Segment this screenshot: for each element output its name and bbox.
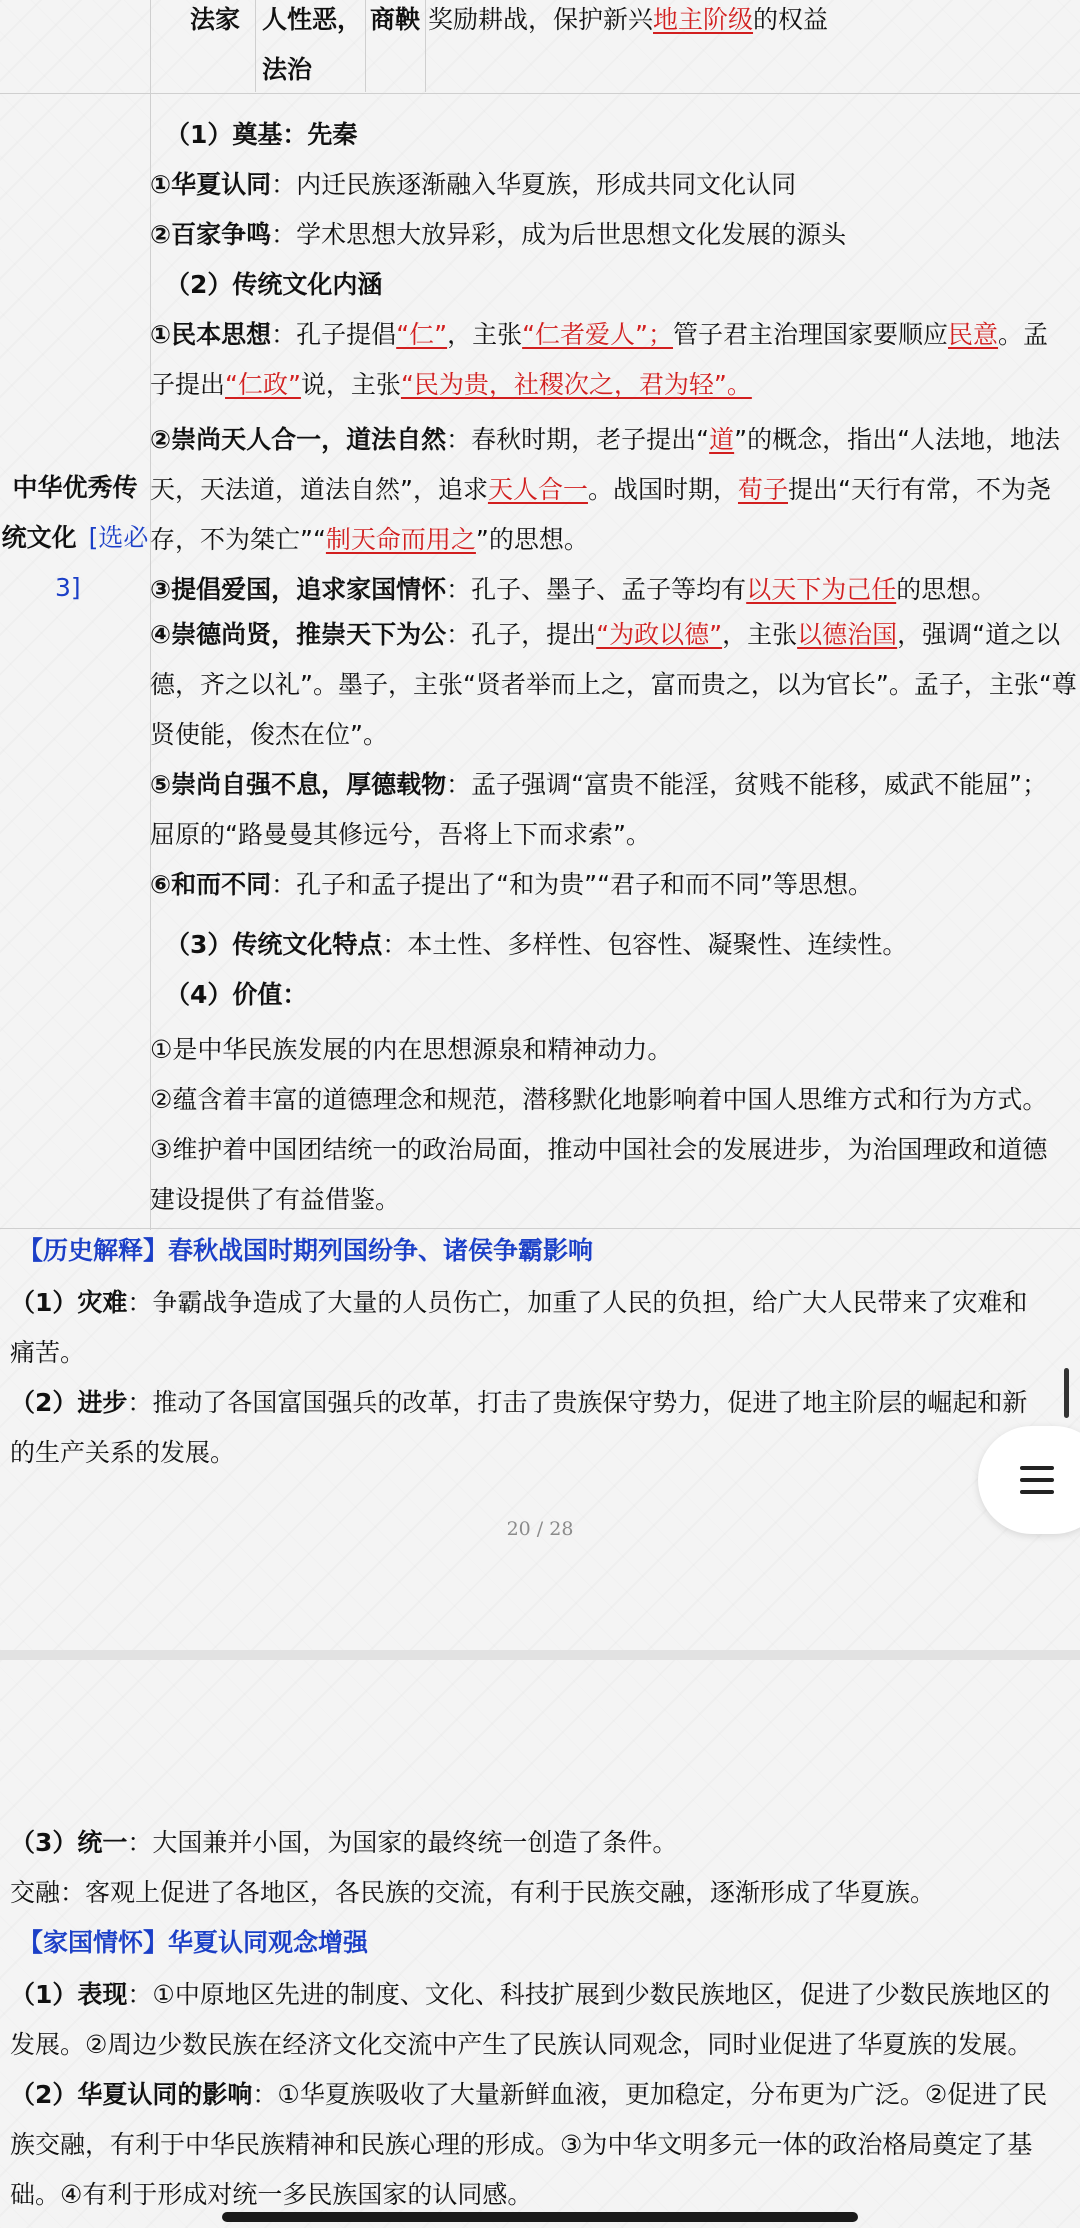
- item-heading: ⑤崇尚自强不息，厚德载物: [150, 770, 447, 799]
- text: 管子君主治理国家要顺应: [673, 320, 949, 349]
- highlight: 以天下为己任: [746, 575, 897, 604]
- text: ：孔子和孟子提出了“和为贵”“君子和而不同”等思想。: [271, 870, 873, 899]
- highlight: “仁”: [396, 320, 448, 349]
- policy-highlight: 地主阶级: [653, 5, 754, 34]
- text: ：孔子，提出: [446, 620, 597, 649]
- section-label-line-2: 统文化: [1, 523, 77, 552]
- text: 的思想。: [896, 575, 997, 604]
- idea-line-1: 人性恶，: [262, 5, 363, 34]
- text: ：大国兼并小国，为国家的最终统一创造了条件。: [127, 1828, 678, 1857]
- text: 。孟: [998, 320, 1049, 349]
- item-heading: （3）传统文化特点: [165, 930, 383, 959]
- paragraph-line: 的生产关系的发展。: [10, 1438, 236, 1467]
- home-indicator[interactable]: [222, 2212, 858, 2222]
- patriotism-section-title: 【家国情怀】华夏认同观念增强: [18, 1928, 369, 1957]
- table-cell-idea: [262, 2, 362, 88]
- list-item: [150, 160, 1075, 209]
- text: ：本土性、多样性、包容性、凝聚性、连续性。: [382, 930, 908, 959]
- item-heading: ④崇德尚贤，推崇天下为公: [150, 620, 447, 649]
- section-label-line-1: 中华优秀传: [12, 473, 138, 502]
- page-number: 20 / 28: [506, 1518, 574, 1540]
- table-cell-person: 商鞅: [370, 5, 421, 34]
- scrollbar-thumb[interactable]: [1064, 1368, 1069, 1418]
- item-heading: （1）灾难: [10, 1288, 128, 1317]
- heading-connotation: （2）传统文化内涵: [165, 270, 383, 299]
- menu-button[interactable]: [978, 1426, 1080, 1534]
- paragraph-line: 贤使能，俊杰在位”。: [150, 720, 388, 749]
- paragraph-line: [10, 1818, 1070, 1868]
- hamburger-icon: [1020, 1466, 1054, 1470]
- paragraph-line: 交融：客观上促进了各地区，各民族的交流，有利于民族交融，逐渐形成了华夏族。: [10, 1878, 936, 1907]
- item-heading: ①民本思想: [150, 320, 272, 349]
- highlight: 荀子: [737, 475, 788, 504]
- list-item: [150, 210, 1075, 259]
- paragraph-line: [150, 610, 1075, 659]
- text: ：①华夏族吸收了大量新鲜血液，更加稳定，分布更为广泛。②促进了民: [252, 2080, 1048, 2109]
- paragraph-line: 发展。②周边少数民族在经济文化交流中产生了民族认同观念，同时业促进了华夏族的发展。: [10, 2030, 1033, 2059]
- heading-foundation: （1）奠基：先秦: [165, 120, 358, 149]
- text: 子提出: [150, 370, 226, 399]
- text: ：①中原地区先进的制度、文化、科技扩展到少数民族地区，促进了少数民族地区的: [127, 1980, 1050, 2009]
- paragraph-line: [150, 860, 1075, 909]
- highlight: “仁者爱人”；: [522, 320, 674, 349]
- text: ：争霸战争造成了大量的人员伤亡，加重了人民的负担，给广大人民带来了灾难和: [127, 1288, 1028, 1317]
- hamburger-icon-bar: [1020, 1490, 1054, 1494]
- highlight: 天人合一: [487, 475, 588, 504]
- text: ”的思想。: [475, 525, 589, 554]
- table-cell-policy: [428, 2, 828, 38]
- text: 。战国时期，: [587, 475, 738, 504]
- paragraph-line: [150, 465, 1075, 514]
- hamburger-icon-bar: [1020, 1478, 1054, 1482]
- highlight: 道: [709, 425, 735, 454]
- paragraph-line: [10, 1970, 1070, 2020]
- textbook-tag: [选必: [88, 523, 149, 552]
- highlight: 制天命而用之: [325, 525, 476, 554]
- paragraph-line: ②蕴含着丰富的道德理念和规范，潜移默化地影响着中国人思维方式和行为方式。: [150, 1085, 1048, 1114]
- policy-text: 奖励耕战，保护新兴: [428, 5, 654, 34]
- heading-value: （4）价值：: [165, 980, 308, 1009]
- paragraph-line: 德，齐之以礼”。墨子，主张“贤者举而上之，富而贵之，以为官长”。孟子，主张“尊: [150, 670, 1077, 699]
- paragraph-line: [150, 515, 1075, 564]
- text: ，主张: [447, 320, 523, 349]
- paragraph-line: [150, 760, 1075, 809]
- text: 存，不为桀亡”“: [150, 525, 326, 554]
- paragraph-line: [150, 310, 1075, 359]
- paragraph-line: [150, 360, 1075, 409]
- highlight: 以德治国: [797, 620, 898, 649]
- text: 提出“天行有常，不为尧: [788, 475, 1051, 504]
- item-heading: （2）华夏认同的影响: [10, 2080, 253, 2109]
- item-heading: ②百家争鸣: [150, 220, 272, 249]
- paragraph-line: 屈原的“路曼曼其修远兮，吾将上下而求索”。: [150, 820, 651, 849]
- paragraph-line: [10, 1278, 1070, 1328]
- text: ：孟子强调“富贵不能淫，贫贱不能移，威武不能屈”；: [446, 770, 1048, 799]
- item-heading: （2）进步: [10, 1388, 128, 1417]
- text: 天，天法道，道法自然”，追求: [150, 475, 488, 504]
- text: ：孔子提倡: [271, 320, 397, 349]
- paragraph-line: [150, 565, 1075, 614]
- text: 说，主张: [300, 370, 401, 399]
- highlight: 民意: [948, 320, 999, 349]
- paragraph-line: 族交融，有利于中华民族精神和民族心理的形成。③为中华文明多元一体的政治格局奠定了基: [10, 2130, 1033, 2159]
- table-row-divider: [0, 93, 1080, 94]
- item-heading: （3）统一: [10, 1828, 128, 1857]
- paragraph-line: 础。④有利于形成对统一多民族国家的认同感。: [10, 2180, 533, 2209]
- highlight: “民为贵，社稷次之，君为轻”。: [400, 370, 752, 399]
- text: ，强调“道之以: [897, 620, 1061, 649]
- item-heading: （1）表现: [10, 1980, 128, 2009]
- table-cell-school: 法家: [190, 5, 241, 34]
- section-label: [0, 463, 150, 613]
- paragraph-line: 建设提供了有益借鉴。: [150, 1185, 401, 1214]
- item-text: ：学术思想大放异彩，成为后世思想文化发展的源头: [271, 220, 847, 249]
- paragraph-line: 痛苦。: [10, 1338, 86, 1367]
- textbook-tag-2: 3]: [55, 573, 81, 602]
- history-section-title: 【历史解释】春秋战国时期列国纷争、诸侯争霸影响: [18, 1236, 594, 1265]
- text: ：推动了各国富国强兵的改革，打击了贵族保守势力，促进了地主阶层的崛起和新: [127, 1388, 1028, 1417]
- item-text: ：内迁民族逐渐融入华夏族，形成共同文化认同: [271, 170, 797, 199]
- table-column-divider: [255, 0, 256, 92]
- paragraph-line: [150, 415, 1075, 464]
- table-column-divider: [365, 0, 366, 92]
- paragraph-line: ①是中华民族发展的内在思想源泉和精神动力。: [150, 1035, 673, 1064]
- item-heading: ①华夏认同: [150, 170, 272, 199]
- policy-text-end: 的权益: [753, 5, 829, 34]
- idea-line-2: 法治: [262, 55, 313, 84]
- page-separator: [0, 1650, 1080, 1660]
- text: ：孔子、墨子、孟子等均有: [446, 575, 747, 604]
- text: ：春秋时期，老子提出“: [446, 425, 710, 454]
- text: ，主张: [722, 620, 798, 649]
- highlight: “仁政”: [225, 370, 301, 399]
- item-heading: ⑥和而不同: [150, 870, 272, 899]
- paragraph-line: [165, 920, 1080, 969]
- item-heading: ③提倡爱国，追求家国情怀: [150, 575, 447, 604]
- paragraph-line: [10, 1378, 1070, 1428]
- text: ”的概念，指出“人法地，地法: [734, 425, 1061, 454]
- item-heading: ②崇尚天人合一，道法自然: [150, 425, 447, 454]
- table-column-divider: [425, 0, 426, 92]
- paragraph-line: [10, 2070, 1070, 2120]
- paragraph-line: ③维护着中国团结统一的政治局面，推动中国社会的发展进步，为治国理政和道德: [150, 1135, 1048, 1164]
- highlight: “为政以德”: [596, 620, 723, 649]
